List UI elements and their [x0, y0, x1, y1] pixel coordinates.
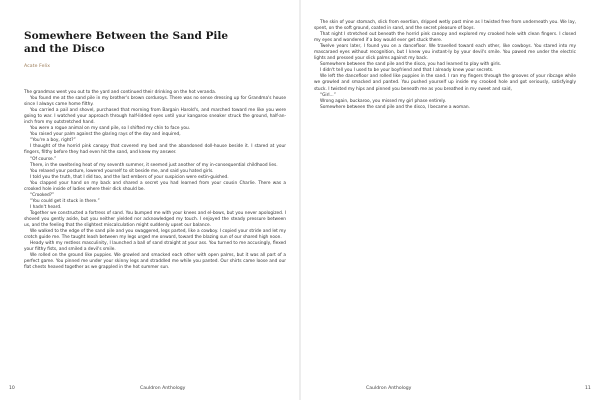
left-body-text: [24, 90, 286, 271]
paragraph: We walked to the edge of the sand pile and you swaggered, legs parted, like a cowboy. I copied your stride and let my crotch guide me. The taught leash between my legs urged me onward, toward the blazing sun of our shared high noon.: [24, 229, 286, 241]
paragraph: Somewhere between the sand pile and the disco, I became a woman.: [320, 104, 470, 110]
author-name: Acate Felix: [24, 64, 51, 69]
story-title: Somewhere Between the Sand Pile and the Disco: [24, 30, 229, 55]
right-body-text: [314, 20, 576, 111]
paragraph: Wrong again, buckaroo, you missed my girl phase entirely.: [320, 98, 446, 104]
running-title-right: Cauldron Anthology: [366, 386, 412, 391]
paragraph: I told you the truth, that I did too, and the last embers of your suspicion were extin-guished.: [30, 174, 229, 180]
paragraph: Somewhere between the sand pile and the disco, you had learned to play with girls.: [320, 62, 502, 68]
paragraph: We rolled on the ground like puppies. We growled and smacked each other with open palms, but it was all part of a perfect game. You pinned me under your skinny legs and straddled me while you panted. Our shirts came loose and our flat chests heaved together as we grappled in the hot summer sun.: [24, 253, 286, 271]
paragraph: Heady with my restless masculinity, I launched a ball of sand straight at your ass. You turned to me accusingly, flexed your filthy fists, and smiled a devil's smile.: [24, 241, 286, 253]
paragraph: You carried a pail and shovel, purchased that morning from Bargain Harold's, and marched toward me like you were going to war. I watched your approach through half-lidded eyes until your kangaroo sneaker struck the ground, half-an-inch from my outstretched hand.: [24, 108, 286, 126]
dialogue-line: “Of course.”: [30, 156, 57, 162]
page-number-right: 11: [585, 386, 591, 391]
paragraph: You found me at the sand pile in my brother's brown corduroys. There was no sense dressing up for Grandma's house since I always came home filthy.: [24, 96, 286, 108]
paragraph: The grandmas went you out to the yard and continued their drinking on the hot veranda.: [24, 90, 217, 95]
page-number-left: 10: [9, 386, 15, 391]
dialogue-line: “You're a boy, right?”: [30, 138, 76, 144]
paragraph: I thought of the horrid pink canopy that covered my bed and the abandoned doll-house beside it. I stared at your fingers, filthy before they had even hit the sand, and knew my answer.: [24, 144, 286, 156]
paragraph: You were a rogue animal on my sand pile, so I shifted my chin to face you.: [30, 126, 191, 132]
dialogue-line: “Girl...”: [320, 92, 336, 98]
paragraph: I hadn't heard.: [30, 204, 62, 210]
paragraph: You relaxed your posture, lowered yourself to sit beside me, and said you hated girls.: [30, 168, 214, 174]
dialogue-line: “Crooked?”: [30, 192, 55, 198]
dialogue-line: “You could get it stuck in there.”: [30, 198, 100, 204]
paragraph: You raised your palm against the glaring rays of the day and inquired,: [30, 132, 181, 138]
paragraph: That night I stretched out beneath the horrid pink canopy and explored my crooked hole with clean fingers. I closed my eyes and wondered if a boy would ever get stuck there.: [314, 32, 576, 44]
paragraph: Twelve years later, I found you on a dancefloor. We travelled toward each other, like cowboys. You stared into my mascaraed eyes without recognition, but I knew you instant-ly by your devil's smile. You pawed me under the electric lights and pressed your slick palms against my back.: [314, 44, 576, 62]
paragraph: I didn't tell you I used to be your boyfriend and that I already knew your secrets.: [320, 68, 494, 74]
paragraph: Together we constructed a fortress of sand. You bumped me with your knees and el-bows, but you never apologized. I shoved you gently aside, but you neither yielded nor acknowledged my touch. I enjoyed the steady pressure between us, and the feeling that the slightest miscalculation might suddenly upset our balance.: [24, 210, 286, 229]
paragraph: There, in the sweltering heat of my seventh summer, it seemed just another of my in-consequential childhood lies.: [30, 162, 278, 168]
paragraph: You clapped your hand on my back and shared a secret you had learned from your cousin Charlie. There was a crooked hole inside of ladies where their dick should be.: [24, 180, 286, 192]
paragraph: We left the dancefloor and rolled like puppies in the sand. I ran my fingers through the grooves of your ribcage while we growled and smacked and panted. You pushed yourself up inside my crooked hole and got seriously, satisfyingly stuck. I twisted my hips and pinned you beneath me as you breathed in my sweet and said,: [314, 74, 576, 92]
running-title-left: Cauldron Anthology: [140, 386, 186, 391]
paragraph: The skin of your stomach, slick from exertion, dripped wetly past mine as I twisted free from underneath you. We lay, spent, on the soft ground, coated in sand, and the secret pleasure of boys.: [314, 20, 576, 32]
right-page: [300, 0, 600, 400]
